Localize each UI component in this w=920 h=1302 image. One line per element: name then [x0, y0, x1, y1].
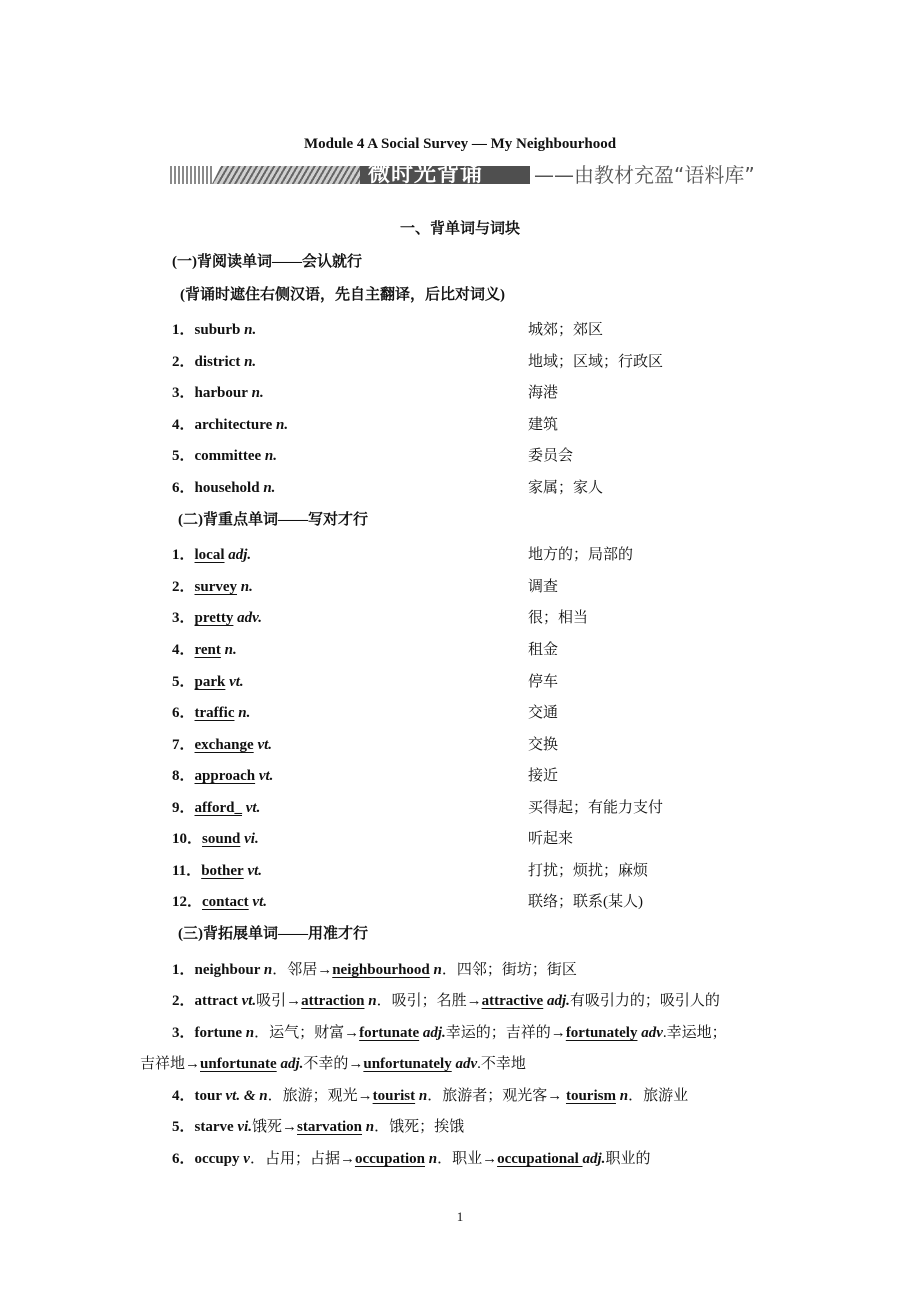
answer-word: local [194, 547, 225, 563]
chinese-meaning: 建筑 [528, 417, 559, 433]
part-of-speech: vi. [244, 831, 259, 847]
item-number: 12． [172, 894, 203, 910]
word-row [172, 575, 253, 596]
answer-word: bother [201, 863, 244, 879]
meaning-text: 不幸的→ [303, 1056, 364, 1072]
item-number: 1． [172, 547, 195, 563]
item-number: 4． [172, 417, 195, 433]
meaning-text: ．吸引；名胜→ [376, 993, 482, 1009]
meaning-text: 吸引→ [256, 993, 302, 1009]
item-number: 4． [172, 1088, 195, 1104]
base-word: fortune [194, 1025, 246, 1041]
answer-word: occupational [497, 1151, 583, 1167]
word-row [172, 476, 275, 497]
module-title: Module 4 A Social Survey — My Neighbourhood [303, 136, 617, 152]
chinese-meaning: 地域；区域；行政区 [528, 354, 664, 370]
answer-word: rent [194, 642, 221, 658]
vocab-word: suburb [194, 322, 241, 338]
word-row [172, 543, 251, 564]
part-of-speech: n. [240, 579, 253, 595]
word-row [172, 764, 273, 785]
chinese-meaning: 交通 [528, 705, 559, 721]
part-of-speech: vt. [241, 993, 257, 1009]
part-of-speech: vi. [237, 1119, 252, 1135]
section-banner [170, 160, 755, 190]
chinese-meaning: 打扰；烦扰；麻烦 [528, 863, 649, 879]
word-row [172, 827, 259, 848]
part-of-speech: vt. [258, 768, 274, 784]
item-number: 5． [172, 1119, 195, 1135]
word-row [172, 444, 277, 465]
word-family-line [172, 1021, 727, 1042]
answer-word: approach [194, 768, 256, 784]
part-of-speech: v [243, 1151, 250, 1167]
chinese-meaning: 城郊；郊区 [528, 322, 604, 338]
part-of-speech: n. [264, 448, 277, 464]
word-row [172, 890, 267, 911]
answer-word: contact [202, 894, 249, 910]
part-of-speech: n. [244, 322, 257, 338]
part-of-speech: n [245, 1025, 255, 1041]
part-of-speech: vt. [252, 894, 267, 910]
answer-word: exchange [194, 737, 254, 753]
item-number: 1． [172, 322, 195, 338]
item-number: 2． [172, 993, 195, 1009]
part-of-speech: vt. [247, 863, 263, 879]
part-of-speech: n. [251, 385, 264, 401]
vocab-word: architecture [194, 417, 273, 433]
item-number: 3． [172, 1025, 195, 1041]
answer-word: unfortunately [363, 1056, 452, 1072]
item-number: 3． [172, 610, 195, 626]
meaning-text: 有吸引力的；吸引人的 [569, 993, 720, 1009]
base-word: starve [194, 1119, 238, 1135]
item-number: 6． [172, 1151, 195, 1167]
part-of-speech: n [424, 1151, 438, 1167]
word-family-line [172, 1115, 464, 1136]
part-of-speech: adj. [228, 547, 252, 563]
part-of-speech: vt. & n [225, 1088, 268, 1104]
word-family-line [172, 1147, 650, 1168]
banner-subtitle: ——由教材充盈“语料库” [534, 163, 755, 187]
part-of-speech: n [263, 962, 273, 978]
chinese-meaning: 海港 [528, 385, 559, 401]
word-row [172, 381, 264, 402]
meaning-text: ．占用；占据→ [249, 1151, 355, 1167]
chinese-meaning: 家属；家人 [528, 480, 604, 496]
chinese-meaning: 停车 [528, 674, 559, 690]
item-number: 6． [172, 480, 195, 496]
answer-word: unfortunate [200, 1056, 277, 1072]
vocab-word: household [194, 480, 260, 496]
meaning-text: ．旅游业 [628, 1088, 689, 1104]
answer-word: afford_ [194, 800, 243, 816]
page-number: 1 [456, 1209, 464, 1224]
word-row [172, 670, 244, 691]
item-number: 4． [172, 642, 195, 658]
part-of-speech: n. [263, 480, 276, 496]
vocab-word: district [194, 354, 241, 370]
banner-bold-text: 微时光背诵 [368, 162, 484, 187]
chinese-meaning: 很；相当 [528, 610, 589, 626]
part-of-speech: n [362, 1119, 375, 1135]
part-of-speech: adj. [419, 1025, 446, 1041]
word-row [172, 733, 272, 754]
word-row [172, 413, 288, 434]
part-of-speech: n [415, 1088, 428, 1104]
item-number: 2． [172, 579, 195, 595]
item-number: 5． [172, 674, 195, 690]
part-of-speech: n [429, 962, 442, 978]
meaning-text: 吉祥地→ [140, 1056, 201, 1072]
part1-heading: (一)背阅读单词——会认就行 [172, 254, 362, 270]
part-of-speech: n. [238, 705, 251, 721]
part2-heading: (二)背重点单词——写对才行 [178, 512, 368, 528]
part-of-speech: adv [637, 1025, 663, 1041]
part-of-speech: n [364, 993, 377, 1009]
item-number: 11． [172, 863, 202, 879]
section-heading: 一、背单词与词块 [399, 221, 520, 237]
answer-word: sound [202, 831, 241, 847]
meaning-text: ．职业→ [437, 1151, 498, 1167]
part-of-speech: adv. [237, 610, 263, 626]
meaning-text: ．旅游者；观光客→ [427, 1088, 566, 1104]
part-of-speech: n [615, 1088, 629, 1104]
word-row [172, 859, 262, 880]
base-word: occupy [194, 1151, 244, 1167]
part-of-speech: adv [451, 1056, 478, 1072]
meaning-text: .幸运地； [662, 1025, 727, 1041]
chinese-meaning: 地方的；局部的 [528, 547, 634, 563]
base-word: attract [194, 993, 242, 1009]
answer-word: survey [194, 579, 238, 595]
item-number: 3． [172, 385, 195, 401]
chinese-meaning: 听起来 [528, 831, 574, 847]
answer-word: traffic [194, 705, 235, 721]
item-number: 8． [172, 768, 195, 784]
word-row [172, 796, 260, 817]
chinese-meaning: 调查 [528, 579, 559, 595]
answer-word: attractive [481, 993, 544, 1009]
part-of-speech: n. [224, 642, 237, 658]
base-word: tour [194, 1088, 226, 1104]
banner-slash-decoration [212, 166, 362, 184]
chinese-meaning: 联络；联系(某人) [528, 894, 643, 910]
meaning-text: ．运气；财富→ [254, 1025, 360, 1041]
item-number: 9． [172, 800, 195, 816]
item-number: 7． [172, 737, 195, 753]
answer-word: attraction [301, 993, 365, 1009]
answer-word: occupation [354, 1151, 425, 1167]
word-row [172, 701, 250, 722]
word-row [172, 638, 237, 659]
part3-heading: (三)背拓展单词——用准才行 [178, 926, 368, 942]
answer-word: starvation [297, 1119, 363, 1135]
answer-word: pretty [194, 610, 234, 626]
word-family-line [172, 989, 720, 1010]
item-number: 5． [172, 448, 195, 464]
answer-word: fortunately [565, 1025, 638, 1041]
chinese-meaning: 委员会 [528, 448, 574, 464]
base-word: neighbour [194, 962, 264, 978]
chinese-meaning: 交换 [528, 737, 559, 753]
meaning-text: ．四邻；街坊；街区 [441, 962, 577, 978]
chinese-meaning: 买得起；有能力支付 [528, 800, 664, 816]
part-of-speech: n. [244, 354, 257, 370]
word-family-line [172, 958, 577, 979]
vocab-word: committee [194, 448, 262, 464]
part-of-speech: vt. [257, 737, 273, 753]
item-number: 2． [172, 354, 195, 370]
word-row [172, 318, 256, 339]
meaning-text: ．旅游；观光→ [267, 1088, 373, 1104]
meaning-text: 幸运的；吉祥的→ [445, 1025, 566, 1041]
meaning-text: 职业的 [605, 1151, 651, 1167]
answer-word: fortunate [359, 1025, 420, 1041]
banner-stripes-decoration [170, 166, 214, 184]
word-row [172, 350, 256, 371]
answer-word: neighbourhood [332, 962, 430, 978]
answer-word: tourism [565, 1088, 616, 1104]
chinese-meaning: 接近 [528, 768, 559, 784]
meaning-text: ．邻居→ [272, 962, 333, 978]
vocab-word: harbour [194, 385, 248, 401]
answer-word: park [194, 674, 226, 690]
part-of-speech: adj. [543, 993, 570, 1009]
item-number: 10． [172, 831, 203, 847]
word-family-line [172, 1084, 688, 1105]
part-of-speech: adj. [276, 1056, 304, 1072]
item-number: 6． [172, 705, 195, 721]
meaning-text: 饿死→ [252, 1119, 298, 1135]
word-family-line [140, 1052, 526, 1073]
part-of-speech: vt. [245, 800, 261, 816]
part-of-speech: adj. [582, 1151, 606, 1167]
chinese-meaning: 租金 [528, 642, 559, 658]
meaning-text: ．饿死；挨饿 [374, 1119, 465, 1135]
part1-note: (背诵时遮住右侧汉语，先自主翻译，后比对词义) [180, 287, 505, 303]
part-of-speech: n. [276, 417, 289, 433]
part-of-speech: vt. [229, 674, 244, 690]
answer-word: tourist [372, 1088, 416, 1104]
word-row [172, 606, 262, 627]
meaning-text: .不幸地 [477, 1056, 526, 1072]
item-number: 1． [172, 962, 195, 978]
